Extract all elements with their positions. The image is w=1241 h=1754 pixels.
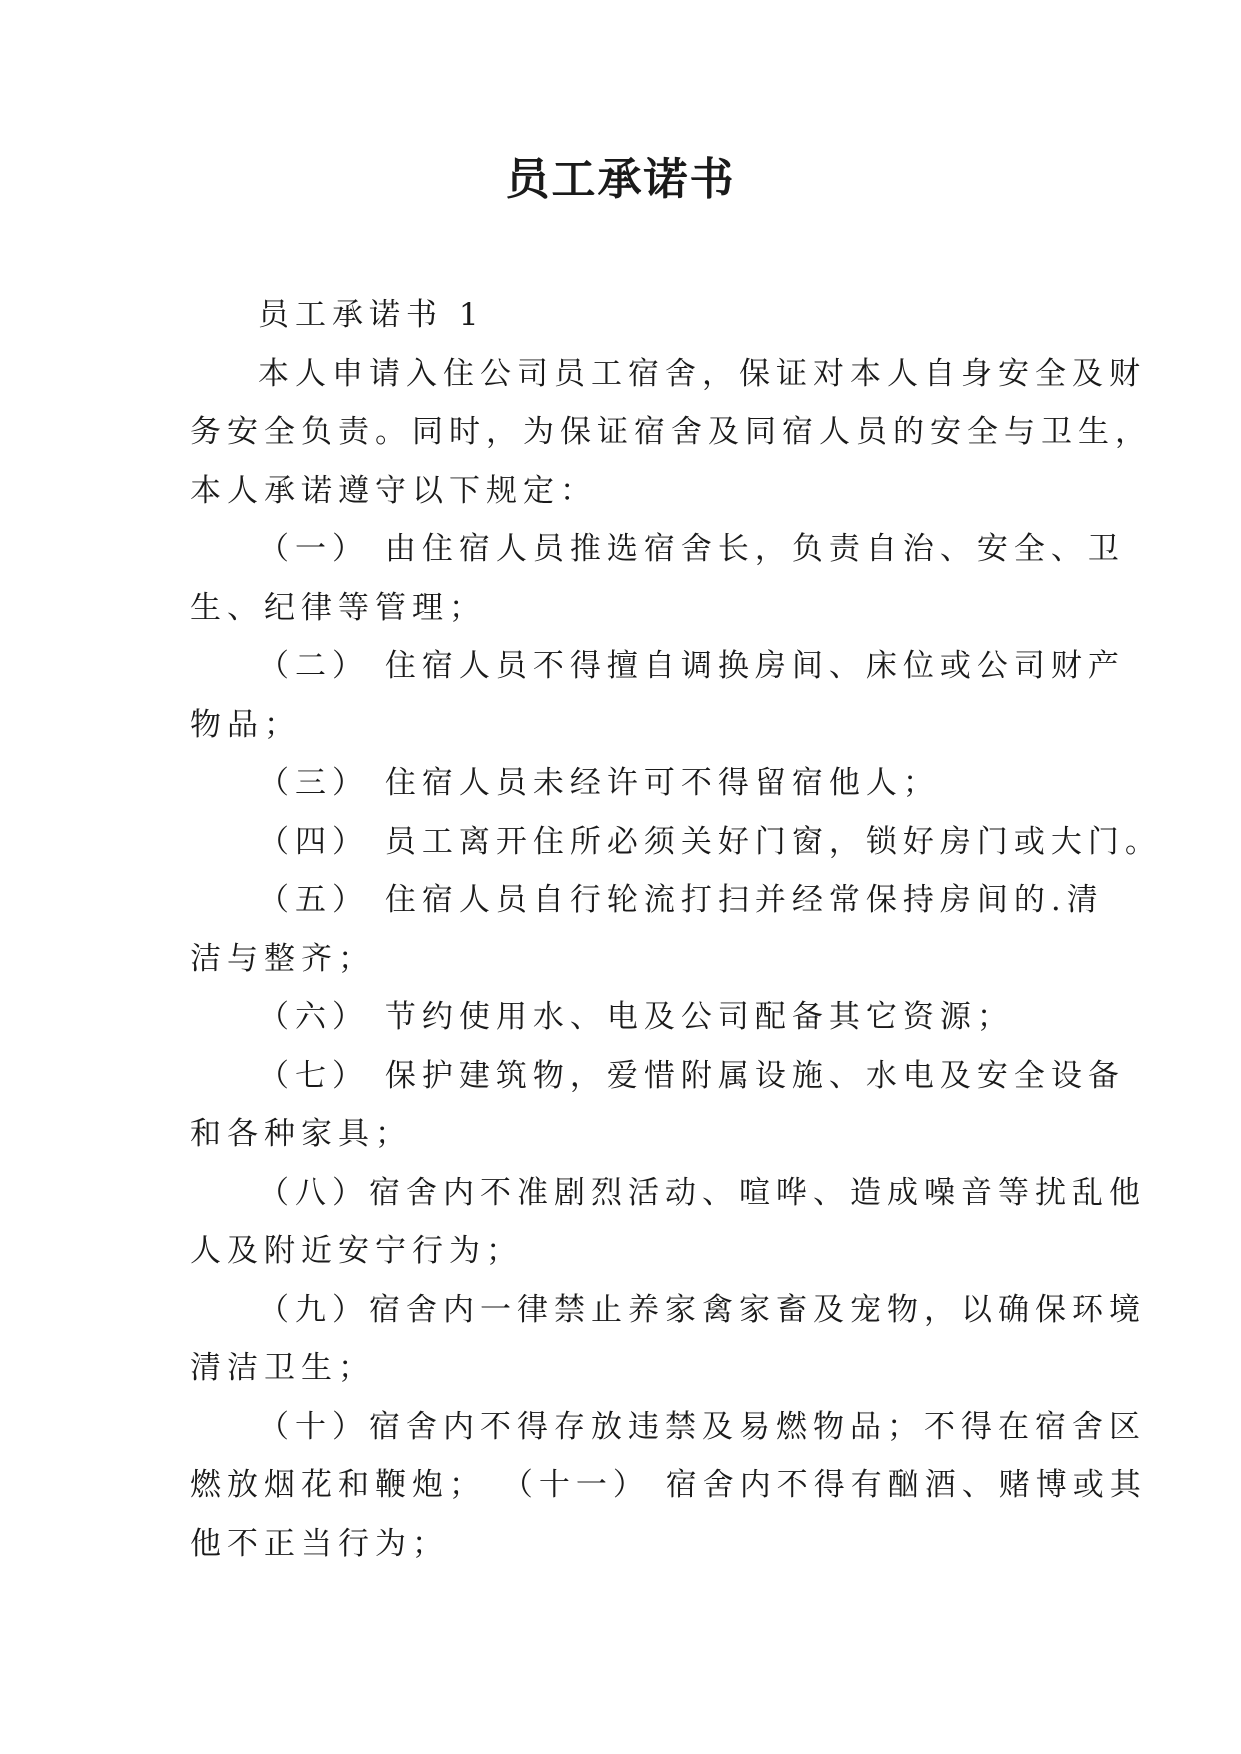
rule-item-line: 清洁卫生； — [190, 1350, 375, 1386]
rule-item-line: （三） 住宿人员未经许可不得留宿他人； — [258, 765, 940, 801]
rule-item-line: （五） 住宿人员自行轮流打扫并经常保持房间的.清 — [258, 882, 1104, 918]
rule-item-line: （二） 住宿人员不得擅自调换房间、床位或公司财产 — [258, 648, 1125, 684]
rule-item-line: 和各种家具； — [190, 1116, 412, 1152]
rule-item-line: 他不正当行为； — [190, 1525, 449, 1562]
paragraph-line: 员工承诺书 1 — [258, 297, 485, 333]
rule-item-line: （六） 节约使用水、电及公司配备其它资源； — [258, 999, 1014, 1035]
rule-item-line: 人及附近安宁行为； — [190, 1233, 523, 1269]
rule-item-line: （一） 由住宿人员推选宿舍长，负责自治、安全、卫 — [258, 531, 1125, 567]
rule-item-line: （四） 员工离开住所必须关好门窗，锁好房门或大门。 — [258, 823, 1162, 860]
document-title: 员工承诺书 — [505, 154, 736, 205]
rule-item-line: （十）宿舍内不得存放违禁及易燃物品；不得在宿舍区 — [258, 1408, 1146, 1445]
rule-item-line: 燃放烟花和鞭炮； （十一） 宿舍内不得有酗酒、赌博或其 — [190, 1467, 1147, 1503]
rule-item-line: （七） 保护建筑物，爱惜附属设施、水电及安全设备 — [258, 1057, 1125, 1094]
paragraph-line: 务安全负责。同时，为保证宿舍及同宿人员的安全与卫生， — [190, 414, 1152, 450]
rule-item-line: 洁与整齐； — [190, 940, 375, 977]
rule-item-line: 生、纪律等管理； — [190, 589, 486, 626]
rule-item-line: 物品； — [190, 706, 301, 743]
document-body — [190, 286, 1162, 1573]
paragraph-line: 本人承诺遵守以下规定： — [190, 472, 597, 509]
rule-item-line: （八）宿舍内不准剧烈活动、喧哗、造成噪音等扰乱他 — [258, 1174, 1146, 1211]
rule-item-line: （九）宿舍内一律禁止养家禽家畜及宠物，以确保环境 — [258, 1291, 1146, 1328]
paragraph-line: 本人申请入住公司员工宿舍，保证对本人自身安全及财 — [258, 355, 1146, 392]
